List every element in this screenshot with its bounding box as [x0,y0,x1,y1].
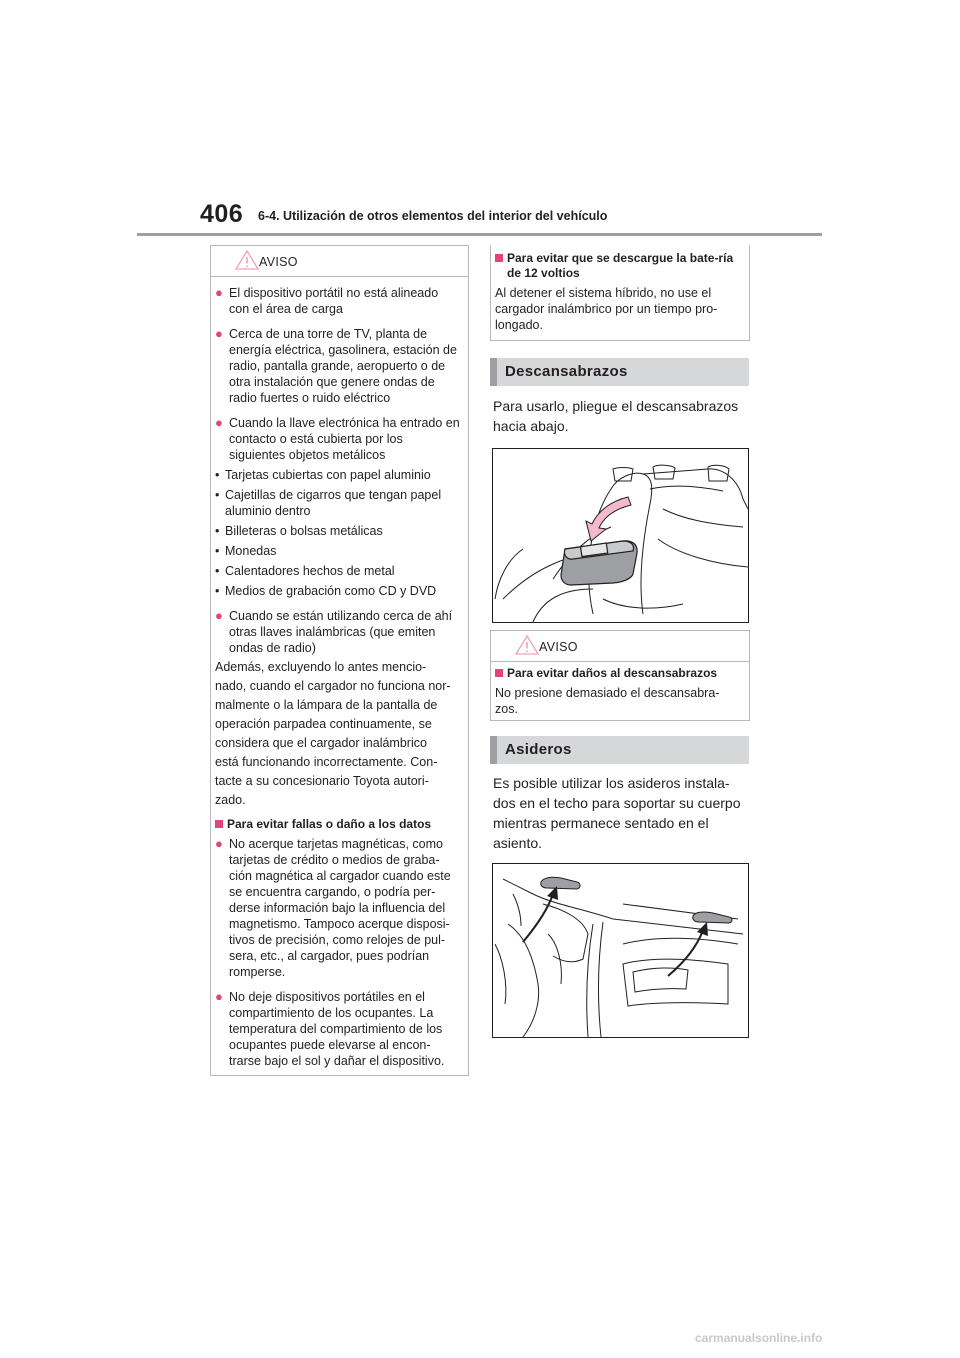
notice-text: No presione demasiado el descansabra-zos. [495,686,720,716]
subheading: Para evitar daños al descansabrazos [491,666,741,681]
bullet-icon: ● [215,608,223,623]
list-item: • Medios de grabación como CD y DVD [215,584,437,598]
notice-paragraph: Además, excluyendo lo antes mencio- nado, cuando el cargador no funciona nor- malmente o la lámpara de la pantalla de operación parpadea continuamente, se considera que el cargador inalámbrico está funcionando incorrectamente. Con- tacte a su concesionario Toyota autori- zado. [215,660,451,807]
bullet-icon: ● [215,285,223,300]
list-item: • Monedas [215,544,277,558]
square-bullet-icon [495,669,503,677]
warning-box-content [211,277,468,1069]
subheading: Para evitar fallas o daño a los datos [211,817,460,832]
list-item: • Billeteras o bolsas metálicas [215,524,383,538]
bullet-icon: ● [215,989,223,1004]
square-bullet-icon [215,820,223,828]
list-item: • Tarjetas cubiertas con papel aluminio [215,468,431,482]
handles-description: Es posible utilizar los asideros instala- dos en el techo para soportar su cuerpo mientras permanece sentado en el asiento. [493,775,741,851]
notice-text: Al detener el sistema híbrido, no use el cargador inalámbrico por un tiempo pro-longado. [495,286,718,332]
list-item: ● El dispositivo portátil no está alineado con el área de carga [215,285,439,316]
section-heading-band [490,736,749,764]
warning-title: AVISO [539,640,578,654]
section-heading-band [490,358,749,386]
bullet-icon: ● [215,415,223,430]
grab-handles-illustration [492,863,749,1038]
warning-triangle-icon [515,635,539,655]
warning-box-header [491,631,749,662]
warning-triangle-icon [235,250,259,270]
grab-handles-drawing [493,864,748,1037]
list-item: ● No acerque tarjetas magnéticas, como tarjetas de crédito o medios de graba-ción magnética al cargador cuando este se encuentra cargando, o podría per-derse información bajo la influencia del magnetismo. Tampoco acerque disposi-tivos de precisión, como relojes de pul-sera, etc., al cargador, pues podrían romperse. [215,836,451,979]
warning-box-armrest [490,630,750,721]
armrest-illustration [492,448,749,623]
bullet-icon: ● [215,836,223,851]
header-divider [137,233,822,236]
warning-box-header [211,246,468,277]
list-item: ● Cuando se están utilizando cerca de ahí otras llaves inalámbricas (que emiten ondas de radio) [215,608,453,655]
square-bullet-icon [495,254,503,262]
warning-box-content [491,662,749,717]
warning-title: AVISO [259,255,298,269]
armrest-drawing [493,449,748,622]
bullet-icon: ● [215,326,223,341]
watermark: carmanualsonline.info [695,1331,823,1345]
section-heading: Descansabrazos [505,363,628,380]
warning-box-left [210,245,469,1076]
list-item: • Cajetillas de cigarros que tengan papel aluminio dentro [215,488,442,518]
list-item: ● Cuando la llave electrónica ha entrado en contacto o está cubierta por los siguientes objetos metálicos [215,415,460,462]
list-item: • Calentadores hechos de metal [215,564,395,578]
subheading: Para evitar que se descargue la bate-ría de 12 voltios [491,251,741,281]
list-item: ● Cerca de una torre de TV, planta de energía eléctrica, gasolinera, estación de radio, pantalla grande, aeropuerto o de otra instalación que genere ondas de radio fuertes o ruido eléctrico [215,326,457,405]
section-heading: Asideros [505,741,572,758]
armrest-instructions: Para usarlo, pliegue el descansabrazos hacia abajo. [493,398,739,434]
list-item: ● No deje dispositivos portátiles en el compartimiento de los ocupantes. La temperatura del compartimiento de los ocupantes puede elevarse al encon-trarse bajo el sol y dañar el dispositivo. [215,989,445,1068]
page-number: 406 [200,200,244,228]
warning-box-continued [490,245,750,341]
section-title: 6-4. Utilización de otros elementos del interior del vehículo [258,209,608,223]
